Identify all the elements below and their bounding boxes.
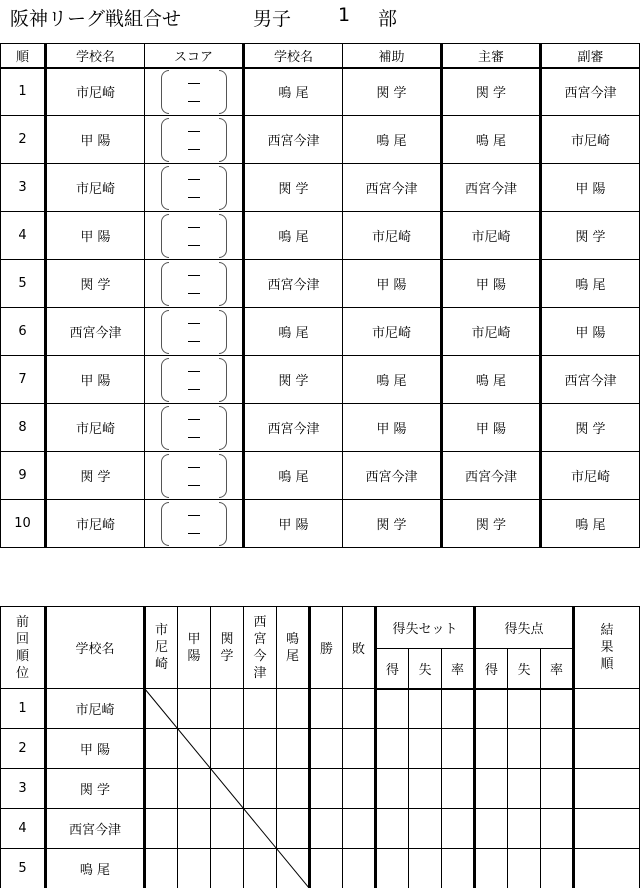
team-a: 市尼崎 [46, 68, 145, 116]
score-dash [188, 275, 200, 276]
sub-umpire-team: 関 学 [541, 212, 640, 260]
win-header: 勝 [310, 607, 343, 689]
assist-team: 関 学 [343, 68, 442, 116]
match-row [1, 212, 640, 260]
score-dash [188, 533, 200, 534]
score-dash [188, 323, 200, 324]
header-char: 前 [15, 614, 29, 630]
result-cell [178, 849, 211, 888]
umpire-team: 関 学 [442, 68, 541, 116]
sub-umpire-team: 市尼崎 [541, 452, 640, 500]
score-dash [188, 437, 200, 438]
point-cell [475, 849, 508, 888]
point-lost-header: 失 [508, 649, 541, 689]
team-b: 鳴 尾 [244, 308, 343, 356]
score-cell [145, 260, 244, 308]
team-b: 西宮今津 [244, 116, 343, 164]
match-row [1, 356, 640, 404]
score-dash [188, 149, 200, 150]
team-a: 甲 陽 [46, 116, 145, 164]
header-char: 位 [15, 665, 29, 681]
team-a: 甲 陽 [46, 212, 145, 260]
sub-umpire-team: 鳴 尾 [541, 500, 640, 548]
umpire-team: 西宮今津 [442, 452, 541, 500]
result-cell [178, 689, 211, 729]
score-placeholder [161, 214, 227, 258]
loss-header: 敗 [343, 607, 376, 689]
left-paren [161, 358, 169, 402]
result-cell [277, 729, 310, 769]
set-cell [376, 809, 409, 849]
header-char: 尾 [285, 648, 299, 664]
sub-umpire-team: 西宮今津 [541, 68, 640, 116]
previous-rank: 2 [1, 729, 46, 769]
sub-umpire-team: 鳴 尾 [541, 260, 640, 308]
score-dash [188, 371, 200, 372]
umpire-team: 市尼崎 [442, 308, 541, 356]
umpire-team: 関 学 [442, 500, 541, 548]
score-cell [145, 116, 244, 164]
umpire-team: 鳴 尾 [442, 116, 541, 164]
score-cell [145, 212, 244, 260]
score-dash [188, 485, 200, 486]
set-won-header: 得 [376, 649, 409, 689]
header-char: 津 [253, 665, 267, 681]
result-cell [277, 809, 310, 849]
opponent-header [277, 607, 310, 689]
sub-umpire-team: 甲 陽 [541, 164, 640, 212]
assist-header: 補助 [343, 44, 442, 68]
result-cell [145, 769, 178, 809]
match-number: 10 [1, 500, 46, 548]
result-cell [244, 769, 277, 809]
score-dash [188, 419, 200, 420]
previous-rank: 1 [1, 689, 46, 729]
school-name: 市尼崎 [46, 689, 145, 729]
score-cell [145, 404, 244, 452]
set-lost-header: 失 [409, 649, 442, 689]
score-placeholder [161, 454, 227, 498]
set-cell [409, 849, 442, 888]
division-suffix: 部 [378, 8, 398, 30]
result-cell [145, 729, 178, 769]
score-cell [145, 68, 244, 116]
header-char: 崎 [154, 657, 168, 672]
standings-row [1, 689, 640, 729]
header-char: 尼 [154, 640, 168, 655]
result-cell [244, 729, 277, 769]
score-dash [188, 179, 200, 180]
score-dash [188, 197, 200, 198]
set-ratio-header: 率 [442, 649, 475, 689]
left-paren [161, 502, 169, 546]
header-char: 結 [600, 623, 614, 638]
team-b: 鳴 尾 [244, 452, 343, 500]
point-cell [508, 689, 541, 729]
score-cell [145, 164, 244, 212]
score-cell [145, 500, 244, 548]
left-paren [161, 70, 169, 114]
opponent-header: 学校名 [244, 44, 343, 68]
score-dash [188, 245, 200, 246]
result-cell [211, 689, 244, 729]
team-b: 関 学 [244, 356, 343, 404]
right-paren [219, 118, 227, 162]
score-dash [188, 227, 200, 228]
header-char: 西 [253, 614, 267, 630]
point-cell [508, 729, 541, 769]
set-diff-header: 得失セット [376, 607, 475, 649]
opponent-header [145, 607, 178, 689]
point-cell [541, 849, 574, 888]
score-dash [188, 131, 200, 132]
school-header: 学校名 [46, 44, 145, 68]
right-paren [219, 262, 227, 306]
header-char: 順 [600, 657, 614, 672]
losses-cell [343, 769, 376, 809]
result-cell [145, 849, 178, 888]
header-char: 関 [220, 631, 234, 647]
point-cell [508, 769, 541, 809]
match-row [1, 260, 640, 308]
standings-row [1, 769, 640, 809]
header-char: 今 [253, 648, 267, 664]
match-number: 1 [1, 68, 46, 116]
wins-cell [310, 729, 343, 769]
result-cell [145, 809, 178, 849]
right-paren [219, 166, 227, 210]
team-b: 西宮今津 [244, 404, 343, 452]
set-cell [442, 729, 475, 769]
assist-team: 甲 陽 [343, 260, 442, 308]
result-cell [244, 849, 277, 888]
final-rank-cell [574, 689, 640, 729]
umpire-team: 甲 陽 [442, 260, 541, 308]
match-number: 5 [1, 260, 46, 308]
opponent-header [211, 607, 244, 689]
left-paren [161, 310, 169, 354]
wins-cell [310, 689, 343, 729]
match-schedule-table [0, 43, 640, 548]
set-cell [376, 849, 409, 888]
set-cell [409, 729, 442, 769]
match-row [1, 404, 640, 452]
result-cell [211, 849, 244, 888]
result-cell [178, 769, 211, 809]
left-paren [161, 214, 169, 258]
team-b: 関 学 [244, 164, 343, 212]
assist-team: 鳴 尾 [343, 356, 442, 404]
umpire-team: 鳴 尾 [442, 356, 541, 404]
standings-row [1, 729, 640, 769]
previous-rank: 3 [1, 769, 46, 809]
school-name: 鳴 尾 [46, 849, 145, 888]
score-dash [188, 467, 200, 468]
right-paren [219, 310, 227, 354]
assist-team: 甲 陽 [343, 404, 442, 452]
point-cell [475, 769, 508, 809]
sub-umpire-team: 関 学 [541, 404, 640, 452]
header-char: 宮 [253, 631, 267, 647]
set-cell [442, 769, 475, 809]
umpire-header: 主審 [442, 44, 541, 68]
sub-umpire-team: 甲 陽 [541, 308, 640, 356]
sub-umpire-team: 西宮今津 [541, 356, 640, 404]
point-diff-header: 得失点 [475, 607, 574, 649]
set-cell [409, 689, 442, 729]
header-char: 陽 [187, 648, 201, 664]
match-row [1, 164, 640, 212]
left-paren [161, 166, 169, 210]
result-cell [211, 769, 244, 809]
point-cell [541, 689, 574, 729]
standings-row [1, 849, 640, 888]
losses-cell [343, 689, 376, 729]
point-cell [508, 809, 541, 849]
result-cell [211, 809, 244, 849]
opponent-header [178, 607, 211, 689]
left-paren [161, 262, 169, 306]
point-cell [541, 809, 574, 849]
score-dash [188, 515, 200, 516]
previous-rank: 4 [1, 809, 46, 849]
sub-umpire-header: 副審 [541, 44, 640, 68]
umpire-team: 市尼崎 [442, 212, 541, 260]
order-header: 順 [1, 44, 46, 68]
team-a: 関 学 [46, 260, 145, 308]
team-a: 市尼崎 [46, 164, 145, 212]
score-cell [145, 308, 244, 356]
set-cell [376, 729, 409, 769]
result-cell [244, 689, 277, 729]
point-cell [475, 689, 508, 729]
match-number: 8 [1, 404, 46, 452]
wins-cell [310, 809, 343, 849]
result-cell [178, 729, 211, 769]
division-number: 1 [338, 4, 351, 26]
header-char: 果 [600, 640, 614, 655]
team-b: 鳴 尾 [244, 68, 343, 116]
opponent-header [244, 607, 277, 689]
match-row [1, 116, 640, 164]
point-won-header: 得 [475, 649, 508, 689]
team-b: 西宮今津 [244, 260, 343, 308]
team-b: 甲 陽 [244, 500, 343, 548]
school-name: 甲 陽 [46, 729, 145, 769]
result-cell [178, 809, 211, 849]
score-placeholder [161, 310, 227, 354]
standings-row [1, 809, 640, 849]
score-dash [188, 293, 200, 294]
assist-team: 関 学 [343, 500, 442, 548]
match-number: 7 [1, 356, 46, 404]
score-placeholder [161, 358, 227, 402]
sub-umpire-team: 市尼崎 [541, 116, 640, 164]
score-placeholder [161, 118, 227, 162]
score-cell [145, 356, 244, 404]
set-cell [409, 769, 442, 809]
final-rank-cell [574, 729, 640, 769]
previous-rank-header [1, 607, 46, 689]
score-cell [145, 452, 244, 500]
point-cell [541, 729, 574, 769]
header-char: 順 [15, 648, 29, 664]
umpire-team: 甲 陽 [442, 404, 541, 452]
left-paren [161, 454, 169, 498]
standings-table [0, 606, 640, 888]
header-char: 鳴 [285, 631, 299, 647]
header-char: 甲 [187, 631, 201, 647]
set-cell [442, 809, 475, 849]
school-name: 関 学 [46, 769, 145, 809]
right-paren [219, 70, 227, 114]
header-char: 市 [154, 623, 168, 638]
score-placeholder [161, 70, 227, 114]
set-cell [376, 689, 409, 729]
team-a: 関 学 [46, 452, 145, 500]
right-paren [219, 454, 227, 498]
score-placeholder [161, 166, 227, 210]
set-cell [409, 809, 442, 849]
match-number: 2 [1, 116, 46, 164]
losses-cell [343, 849, 376, 888]
score-placeholder [161, 262, 227, 306]
final-rank-cell [574, 809, 640, 849]
match-row [1, 500, 640, 548]
match-number: 9 [1, 452, 46, 500]
header-char: 学 [220, 648, 234, 664]
right-paren [219, 214, 227, 258]
assist-team: 西宮今津 [343, 164, 442, 212]
point-cell [541, 769, 574, 809]
header-char: 回 [15, 631, 29, 647]
result-cell [277, 769, 310, 809]
team-a: 市尼崎 [46, 500, 145, 548]
result-cell [244, 809, 277, 849]
score-dash [188, 83, 200, 84]
match-row [1, 68, 640, 116]
result-cell [211, 729, 244, 769]
result-cell [277, 849, 310, 888]
assist-team: 西宮今津 [343, 452, 442, 500]
previous-rank: 5 [1, 849, 46, 888]
team-a: 市尼崎 [46, 404, 145, 452]
score-header: スコア [145, 44, 244, 68]
team-a: 西宮今津 [46, 308, 145, 356]
score-placeholder [161, 406, 227, 450]
league-title: 阪神リーグ戦組合せ [10, 8, 182, 30]
team-b: 鳴 尾 [244, 212, 343, 260]
school-name: 西宮今津 [46, 809, 145, 849]
final-rank-cell [574, 769, 640, 809]
right-paren [219, 358, 227, 402]
point-cell [475, 809, 508, 849]
team-a: 甲 陽 [46, 356, 145, 404]
division-label: 男子 [253, 8, 292, 30]
assist-team: 市尼崎 [343, 308, 442, 356]
score-placeholder [161, 502, 227, 546]
match-row [1, 452, 640, 500]
set-cell [442, 849, 475, 888]
score-dash [188, 101, 200, 102]
score-dash [188, 389, 200, 390]
match-number: 6 [1, 308, 46, 356]
result-rank-header [574, 607, 640, 689]
assist-team: 市尼崎 [343, 212, 442, 260]
right-paren [219, 406, 227, 450]
left-paren [161, 118, 169, 162]
wins-cell [310, 769, 343, 809]
score-dash [188, 341, 200, 342]
umpire-team: 西宮今津 [442, 164, 541, 212]
right-paren [219, 502, 227, 546]
final-rank-cell [574, 849, 640, 888]
losses-cell [343, 729, 376, 769]
result-cell [277, 689, 310, 729]
school-header: 学校名 [46, 607, 145, 689]
match-number: 3 [1, 164, 46, 212]
assist-team: 鳴 尾 [343, 116, 442, 164]
result-cell [145, 689, 178, 729]
losses-cell [343, 809, 376, 849]
wins-cell [310, 849, 343, 888]
match-row [1, 308, 640, 356]
left-paren [161, 406, 169, 450]
point-ratio-header: 率 [541, 649, 574, 689]
point-cell [508, 849, 541, 888]
set-cell [376, 769, 409, 809]
set-cell [442, 689, 475, 729]
match-number: 4 [1, 212, 46, 260]
point-cell [475, 729, 508, 769]
